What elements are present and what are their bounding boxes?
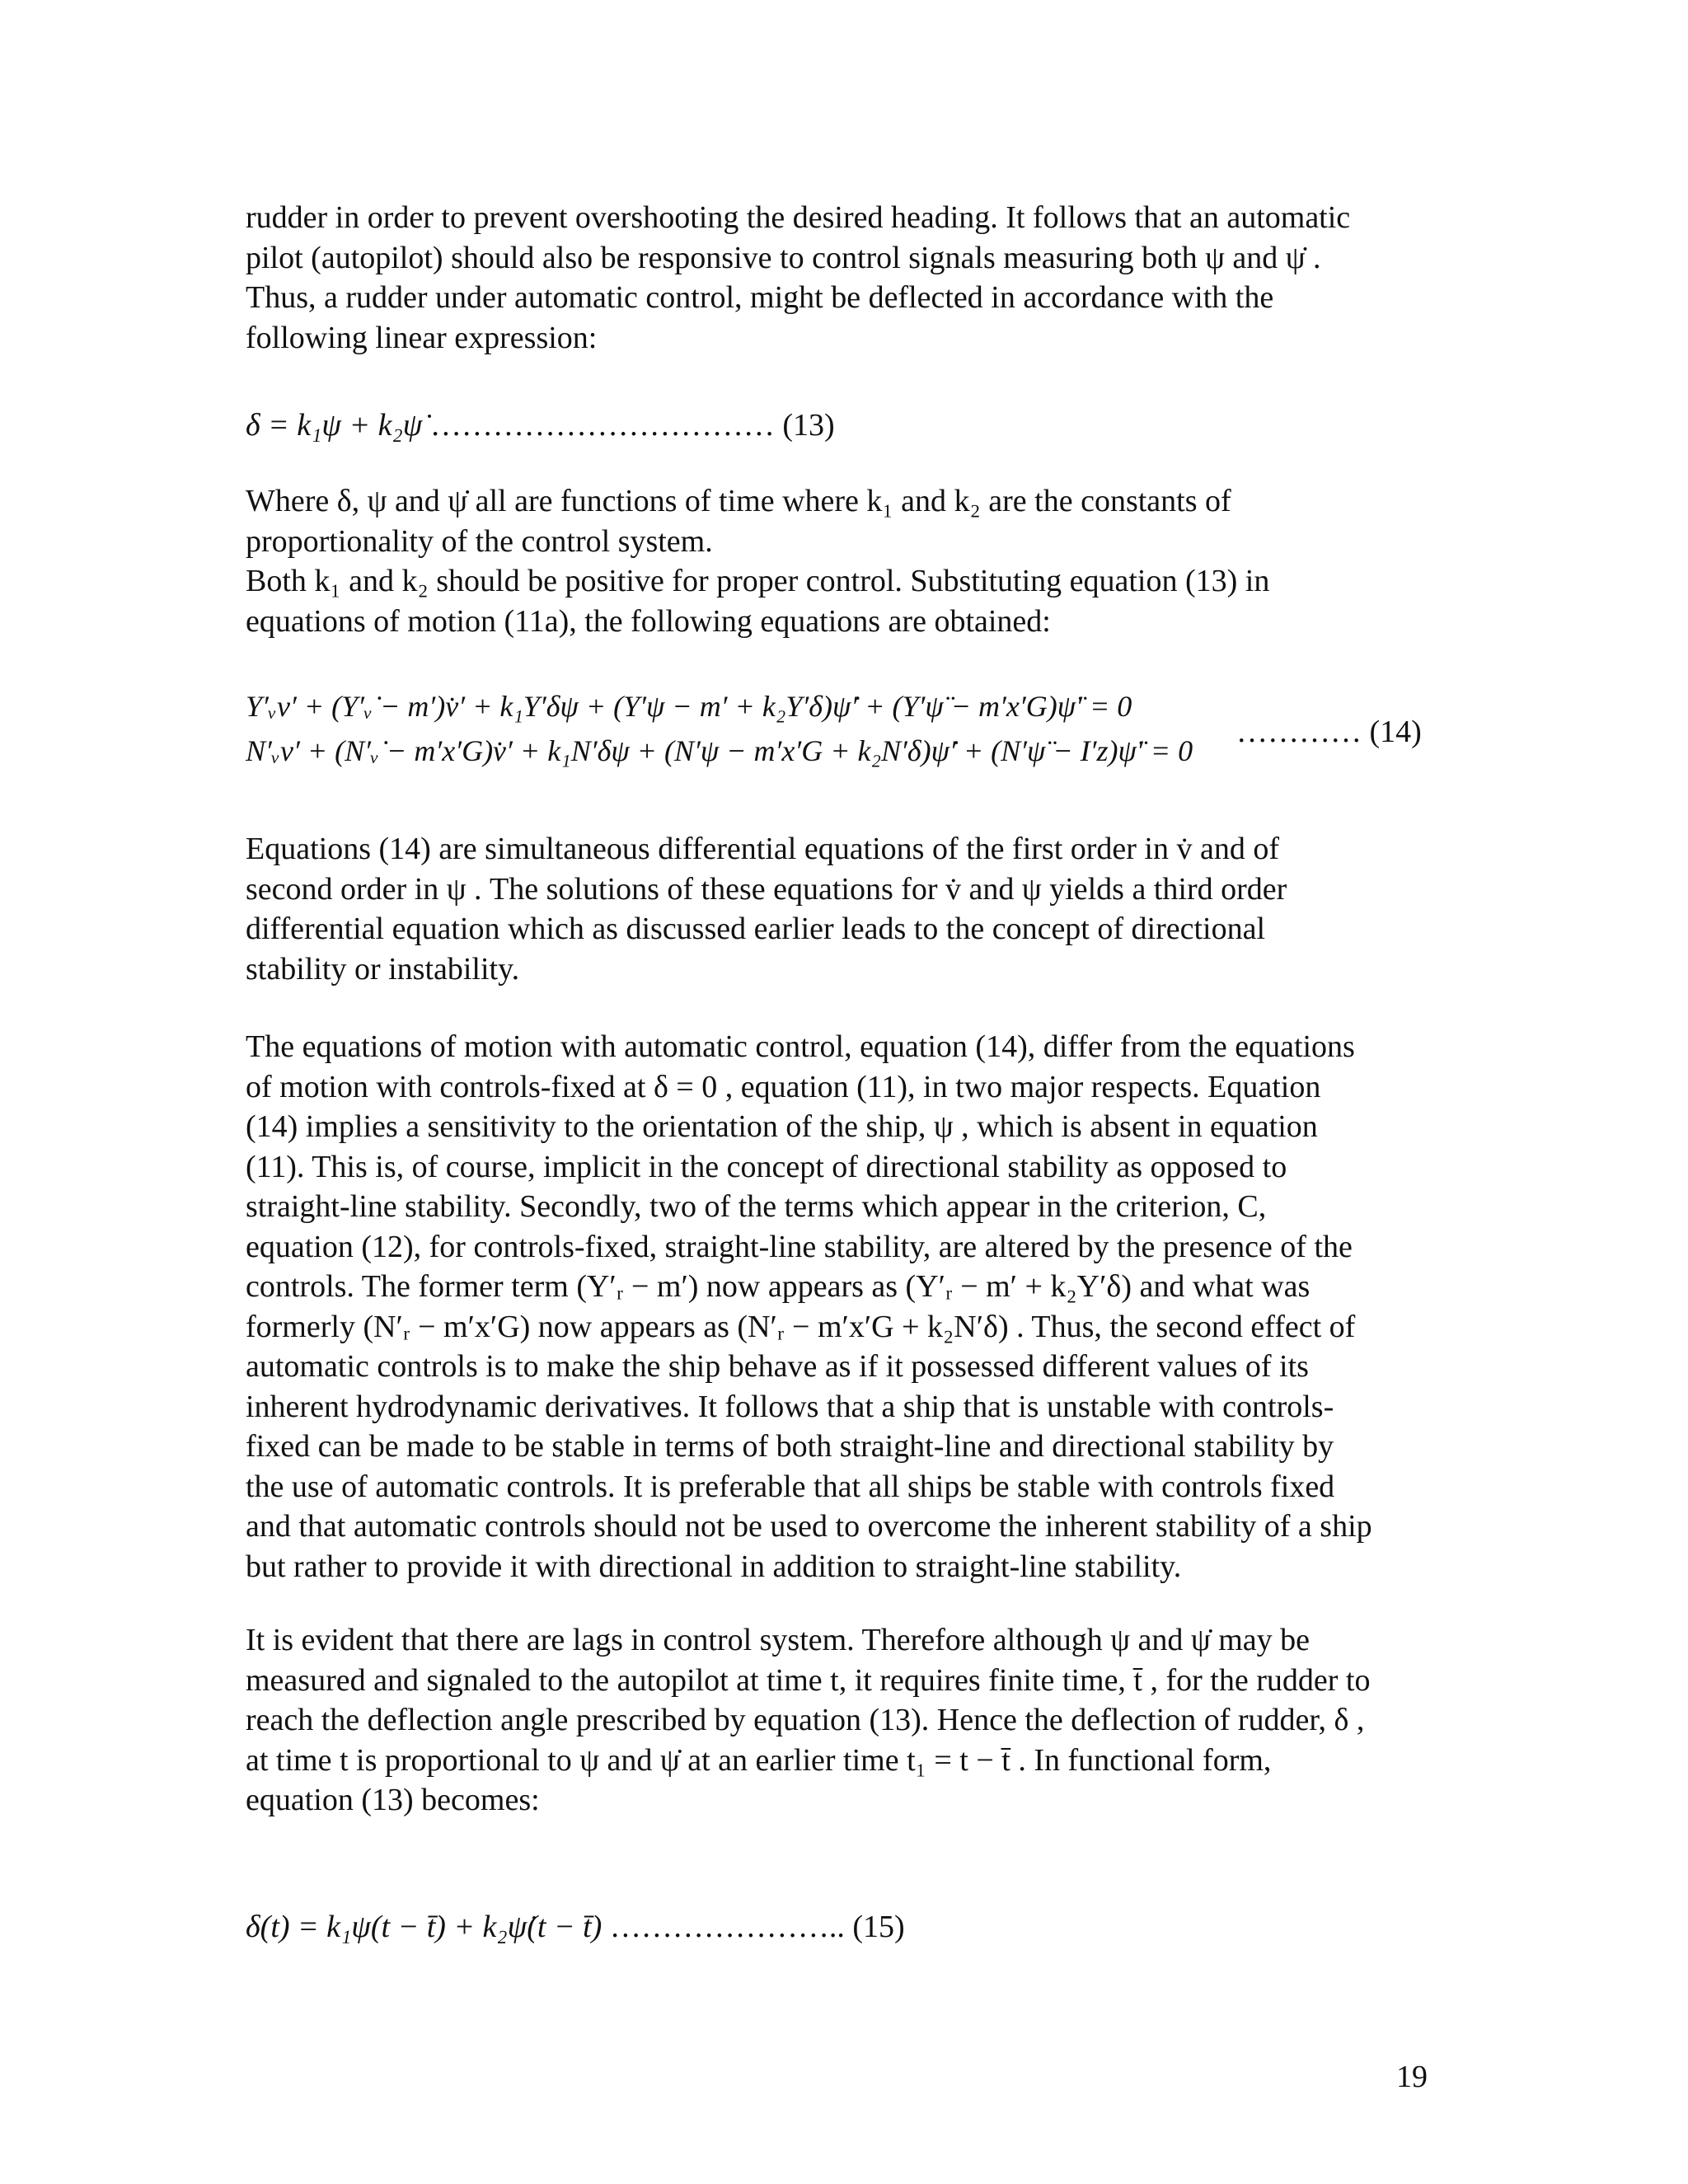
- paragraph-2: [246, 481, 1449, 641]
- text-line: differential equation which as discussed earlier leads to the concept of directional: [246, 912, 1266, 946]
- paragraph-5: [246, 1620, 1449, 1821]
- text-line: Thus, a rudder under automatic control, might be deflected in accordance with the: [246, 280, 1274, 315]
- equation-15-expr: δ(t) = k₁ψ(t − t̄) + k₂ψ̇(t − t̄): [246, 1910, 603, 1944]
- text-line: formerly (N′ᵣ − m′x′G) now appears as (N′ᵣ − m′x′G + k₂N′δ) . Thus, the second effect of: [246, 1309, 1356, 1344]
- equation-14-number: (14): [1369, 715, 1422, 749]
- equation-14-dots: …………: [1236, 715, 1362, 749]
- paragraph-4: [246, 1027, 1449, 1586]
- text-line: of motion with controls-fixed at δ = 0 , equation (11), in two major respects. Equation: [246, 1069, 1321, 1104]
- text-line: automatic controls is to make the ship behave as if it possessed different values of its: [246, 1349, 1309, 1384]
- text-line: pilot (autopilot) should also be responsive to control signals measuring both ψ and ψ̇ .: [246, 240, 1321, 275]
- equation-14-line-1: Y′ᵥv′ + (Y′ᵥ̇ − m′)v̇′ + k₁Y′δψ + (Y′ψ − m′ + k₂Y′δ)ψ̇′ + (Y′ψ̈ − m′x′G)ψ̈′ = 0: [246, 690, 1132, 723]
- text-line: but rather to provide it with directional in addition to straight-line stability.: [246, 1549, 1182, 1584]
- text-line: stability or instability.: [246, 951, 520, 987]
- text-line: second order in ψ . The solutions of these equations for v̇ and ψ yields a third order: [246, 871, 1287, 907]
- text-line: equations of motion (11a), the following equations are obtained:: [246, 603, 1051, 639]
- text-line: reach the deflection angle prescribed by equation (13). Hence the deflection of rudder, δ ,: [246, 1703, 1365, 1737]
- text-line: following linear expression:: [246, 320, 598, 355]
- text-line: Both k₁ and k₂ should be positive for proper control. Substituting equation (13) in: [246, 564, 1270, 598]
- paragraph-3: [246, 829, 1449, 989]
- text-line: equation (12), for controls-fixed, straight-line stability, are altered by the presence of the: [246, 1229, 1353, 1264]
- text-line: fixed can be made to be stable in terms of both straight-line and directional stability by: [246, 1429, 1334, 1464]
- text-line: and that automatic controls should not be used to overcome the inherent stability of a ship: [246, 1509, 1372, 1544]
- text-line: equation (13) becomes:: [246, 1783, 540, 1817]
- text-line: controls. The former term (Y′ᵣ − m′) now appears as (Y′ᵣ − m′ + k₂Y′δ) and what was: [246, 1269, 1311, 1304]
- page-number: 19: [1396, 2060, 1428, 2094]
- text-line: the use of automatic controls. It is preferable that all ships be stable with controls fixed: [246, 1469, 1335, 1504]
- text-line: Where δ, ψ and ψ̇ all are functions of time where k₁ and k₂ are the constants of: [246, 484, 1231, 518]
- equation-15-number: (15): [852, 1910, 905, 1944]
- text-line: measured and signaled to the autopilot at time t, it requires finite time, t̄ , for the rudder to: [246, 1662, 1371, 1698]
- equation-13: [246, 407, 835, 443]
- text-line: The equations of motion with automatic control, equation (14), differ from the equations: [246, 1029, 1355, 1064]
- text-line: at time t is proportional to ψ and ψ̇ at an earlier time t₁ = t − t̄ . In functional form,: [246, 1742, 1272, 1778]
- text-line: (11). This is, of course, implicit in the concept of directional stability as opposed to: [246, 1149, 1287, 1184]
- text-line: straight-line stability. Secondly, two of the terms which appear in the criterion, C,: [246, 1189, 1267, 1224]
- paragraph-1: [246, 198, 1449, 358]
- equation-15: [246, 1909, 905, 1945]
- equation-14-label: [1236, 714, 1422, 750]
- text-line: inherent hydrodynamic derivatives. It follows that a ship that is unstable with controls-: [246, 1389, 1334, 1424]
- text-line: proportionality of the control system.: [246, 523, 713, 559]
- text-line: It is evident that there are lags in control system. Therefore although ψ and ψ̇ may be: [246, 1623, 1310, 1657]
- equation-13-number: (13): [782, 408, 835, 443]
- equation-15-dots: …………………..: [609, 1910, 845, 1944]
- text-line: Equations (14) are simultaneous differential equations of the first order in v̇ and of: [246, 832, 1279, 866]
- equation-14-line-2: N′ᵥv′ + (N′ᵥ̇ − m′x′G)v̇′ + k₁N′δψ + (N′ψ − m′x′G + k₂N′δ)ψ̇′ + (N′ψ̈ − I′z)ψ̈′ = 0: [246, 734, 1193, 767]
- text-line: rudder in order to prevent overshooting the desired heading. It follows that an automatic: [246, 200, 1351, 235]
- text-line: (14) implies a sensitivity to the orientation of the ship, ψ , which is absent in equation: [246, 1109, 1318, 1144]
- equation-13-dots: ……………………………: [429, 408, 775, 443]
- equation-13-expr: δ = k₁ψ + k₂ψ̇: [246, 408, 423, 443]
